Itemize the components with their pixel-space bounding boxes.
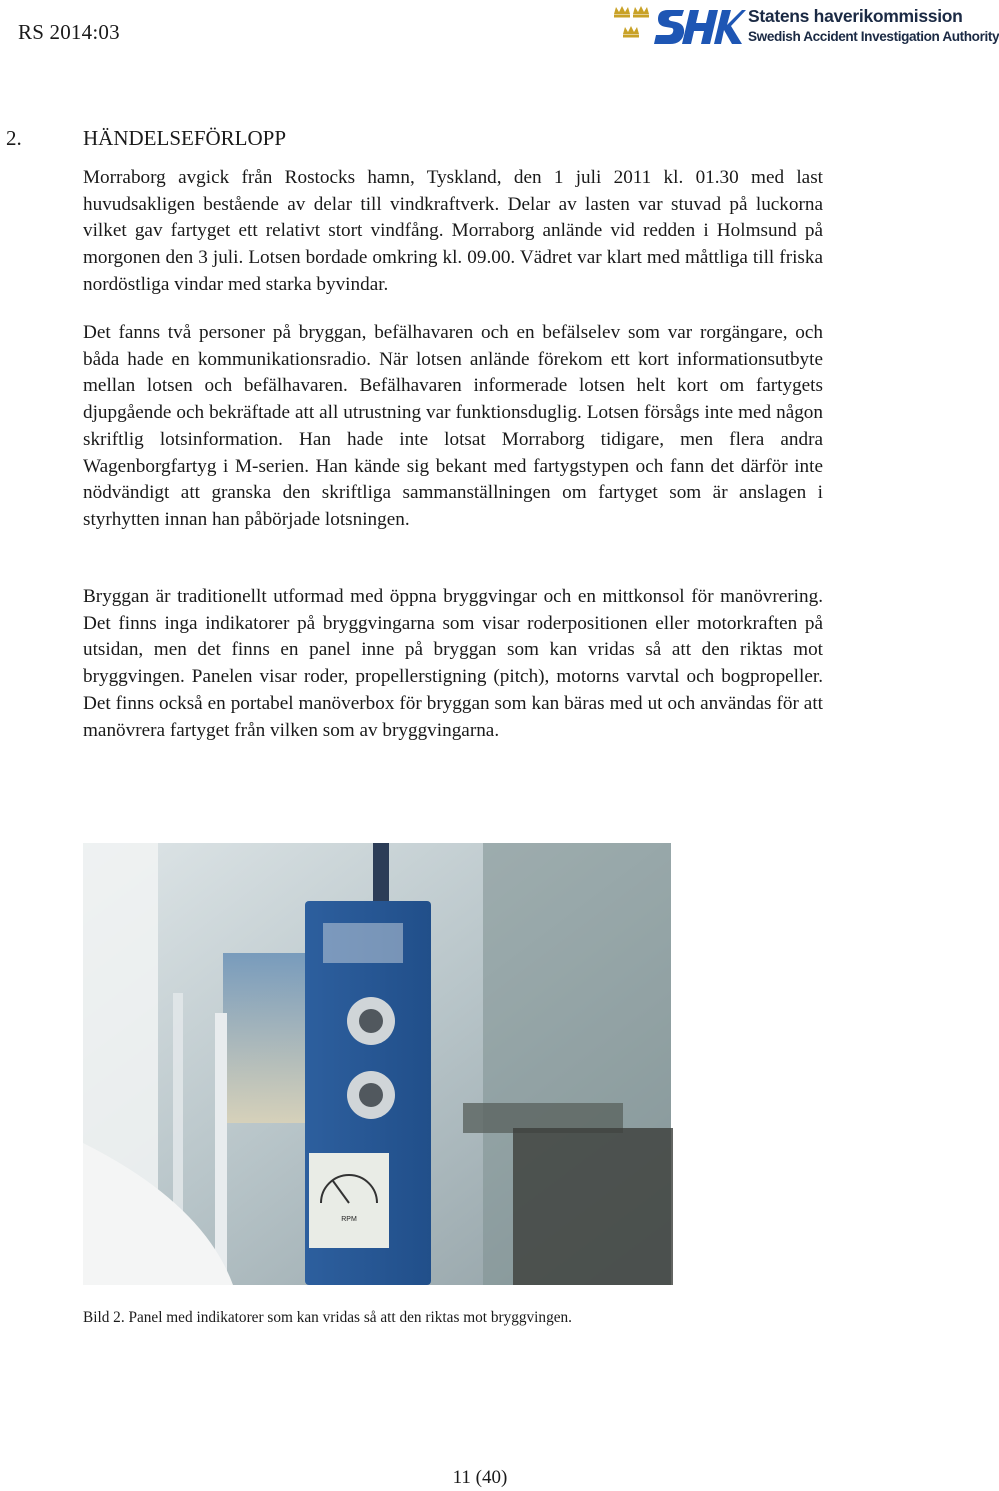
logo-name-english: Swedish Accident Investigation Authority [748,29,999,44]
shk-logo [612,4,999,54]
section-heading [6,126,286,151]
section-number: 2. [6,126,22,150]
rpm-gauge-label: RPM [341,1216,357,1223]
logo-name-swedish: Statens haverikommission [748,6,963,26]
figure-caption: Bild 2. Panel med indikatorer som kan vridas så att den riktas mot bryggvingen. [83,1309,572,1326]
body-paragraph-1: Morraborg avgick från Rostocks hamn, Tyskland, den 1 juli 2011 kl. 01.30 med last huvudsakligen bestående av delar till vindkraftverk. Delar av lasten var stuvad på luckorna vilket gav fartyget ett relativt stort vindfång. Morraborg anlände vid redden i Holmsund på morgonen den 3 juli. Lotsen bordade omkring kl. 09.00. Vädret var klart med måttliga till friska nordöstliga vindar med starka byvindar. [83,167,823,295]
page-number: 11 (40) [452,1467,508,1488]
report-id: RS 2014:03 [18,20,120,44]
body-paragraph-3: Bryggan är traditionellt utformad med öppna bryggvingar och en mittkonsol för manövrering. Det finns inga indikatorer på bryggvingarna som visar roderpositionen eller motorkraften på utsidan, men det finns en panel inne på bryggan som kan vridas så att den riktas mot bryggvingen. Panelen visar roder, propellerstigning (pitch), motorns varvtal och bogpropeller. Det finns också en portabel manöverbox för bryggan som kan bäras med ut och användas för att manövrera fartyget från vilken som av bryggvingarna. [83,586,823,741]
section-title: HÄNDELSEFÖRLOPP [83,126,287,150]
shk-wordmark-icon [654,6,746,50]
three-crowns-icon [612,4,652,50]
bridge-panel-photo [83,843,671,1285]
body-paragraph-2: Det fanns två personer på bryggan, befälhavaren och en befälselev som var rorgängare, och båda hade en kommunikationsradio. När lotsen anlände förekom ett kort informationsutbyte mellan lotsen och befälhavaren. Befälhavaren informerade lotsen helt kort om fartygets djupgående och bekräftade att all utrustning var funktionsduglig. Lotsen försågs inte med någon skriftlig lotsinformation. Han hade inte lotsat Morraborg tidigare, men flera andra Wagenborgfartyg i M-serien. Han kände sig bekant med fartygstypen och fann det därför inte nödvändigt att granska den skriftliga sammanställningen om fartyget som är anslagen i styrhytten innan han påbörjade lotsningen. [83,322,823,530]
